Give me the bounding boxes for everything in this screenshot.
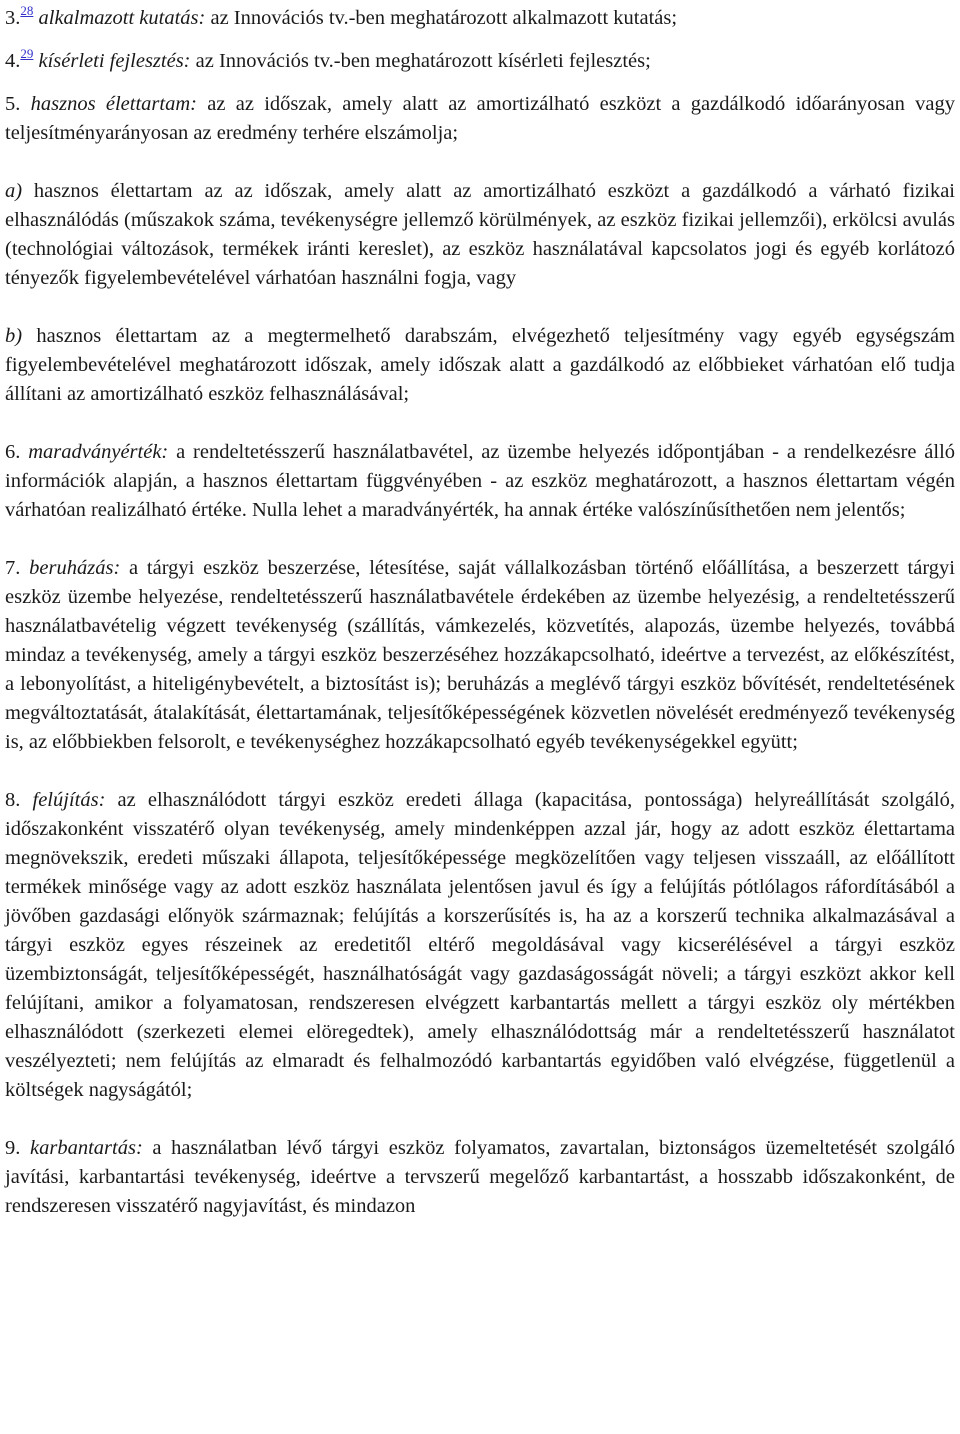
definition-text: az Innovációs tv.-ben meghatározott kísérleti fejlesztés; (190, 50, 651, 72)
item-number: 7. (5, 557, 21, 579)
definition-item-5 (5, 90, 955, 148)
defined-term: alkalmazott kutatás: (38, 7, 206, 29)
definition-item-7 (5, 554, 955, 757)
definition-text: az az időszak, amely alatt az amortizálható eszközt a gazdálkodó időarányosan vagy teljesítményarányosan az eredmény terhére elszámolja; (5, 93, 956, 144)
definition-text: a tárgyi eszköz beszerzése, létesítése, saját vállalkozásban történő előállítása, a beszerzett tárgyi eszköz üzembe helyezése, rendeltetésszerű használatbavétele érdekében az üzembe helyezésig, a rendeltetésszerű használatbavételig végzett tevékenység (szállítás, vámkezelés, közvetítés, alapozás, üzembe helyezés, továbbá mindaz a tevékenység, amely a tárgyi eszköz beszerzéséhez hozzákapcsolható, ideértve a tervezést, az előkészítést, a lebonyolítást, a hiteligénybevételt, a biztosítást is); beruházás a meglévő tárgyi eszköz bővítését, rendeltetésének megváltoztatását, átalakítását, élettartamának, teljesítőképességének közvetlen növelését eredményező tevékenység is, az előbbiekben felsorolt, e tevékenységhez hozzákapcsolható egyéb tevékenységekkel együtt; (5, 557, 956, 753)
item-number: 8. (5, 789, 21, 811)
sub-item-a (5, 177, 955, 293)
definition-text: az Innovációs tv.-ben meghatározott alkalmazott kutatás; (205, 7, 678, 29)
definition-item-4 (5, 47, 955, 76)
defined-term: felújítás: (32, 789, 106, 811)
item-number: 6. (5, 441, 21, 463)
item-number: 9. (5, 1137, 21, 1159)
sub-item-b (5, 322, 955, 409)
item-number: 3. (5, 7, 21, 29)
item-number: 4. (5, 50, 21, 72)
defined-term: maradványérték: (28, 441, 169, 463)
sub-item-text: hasznos élettartam az az időszak, amely alatt az amortizálható eszközt a gazdálkodó a várható fizikai elhasználódás (műszakok száma, tevékenységre jellemző körülmények, az eszköz fizikai jellemzői), erkölcsi avulás (technológiai változások, termékek iránti kereslet), az eszköz használatával kapcsolatos jogi és egyéb korlátozó tényezők figyelembevételével várhatóan használni fogja, vagy (5, 180, 955, 289)
sub-item-label: b) (5, 325, 23, 347)
footnote-link-28[interactable]: 28 (20, 3, 34, 18)
definition-text: a rendeltetésszerű használatbavétel, az üzembe helyezés időpontjában - a rendelkezésre álló információk alapján, a hasznos élettartam függvényében - az eszköz meghatározott, a hasznos élettartam végén várhatóan realizálható értéke. Nulla lehet a maradványérték, ha annak értéke valószínűsíthetően nem jelentős; (5, 441, 956, 521)
defined-term: kísérleti fejlesztés: (38, 50, 191, 72)
sub-item-label: a) (5, 180, 23, 202)
footnote-link-29[interactable]: 29 (20, 46, 34, 61)
defined-term: hasznos élettartam: (30, 93, 197, 115)
definition-item-3 (5, 4, 955, 33)
definition-item-6 (5, 438, 955, 525)
definition-item-9 (5, 1134, 955, 1221)
sub-item-text: hasznos élettartam az a megtermelhető darabszám, elvégezhető teljesítmény vagy egyéb egységszám figyelembevételével meghatározott időszak, amely időszak alatt a gazdálkodó az előbbieket várhatóan elő tudja állítani az amortizálható eszköz felhasználásával; (5, 325, 955, 405)
defined-term: beruházás: (29, 557, 121, 579)
item-number: 5. (5, 93, 21, 115)
document-page (5, 4, 955, 1250)
defined-term: karbantartás: (30, 1137, 143, 1159)
definition-item-8 (5, 786, 955, 1105)
definition-text: az elhasználódott tárgyi eszköz eredeti állaga (kapacitása, pontossága) helyreállítását szolgáló, időszakonként visszatérő olyan tevékenység, amely mindenképpen azzal jár, hogy az adott eszköz élettartama megnövekszik, eredeti műszaki állapota, teljesítőképessége megközelítően vagy teljesen visszaáll, az előállított termékek minősége vagy az adott eszköz használata jelentősen javul és így a felújítás pótlólagos ráfordításából a jövőben gazdasági előnyök származnak; felújítás a korszerűsítés is, ha az a korszerű technika alkalmazásával a tárgyi eszköz egyes részeinek az eredetitől eltérő megoldásával vagy kicserélésével a tárgyi eszköz üzembiztonságát, teljesítőképességét, használhatóságát vagy gazdaságosságát növeli; a tárgyi eszközt akkor kell felújítani, amikor a folyamatosan, rendszeresen elvégzett karbantartás mellett a tárgyi eszköz oly mértékben elhasználódott (szerkezeti elemei elöregedtek), amely elhasználódottság már a rendeltetésszerű használatot veszélyezteti; nem felújítás az elmaradt és felhalmozódó karbantartás egyidőben való elvégzése, függetlenül a költségek nagyságától; (5, 789, 955, 1101)
definition-text: a használatban lévő tárgyi eszköz folyamatos, zavartalan, biztonságos üzemeltetését szolgáló javítási, karbantartási tevékenység, ideértve a tervszerű megelőző karbantartást, a hosszabb időszakonként, de rendszeresen visszatérő nagyjavítást, és mindazon (5, 1137, 955, 1217)
